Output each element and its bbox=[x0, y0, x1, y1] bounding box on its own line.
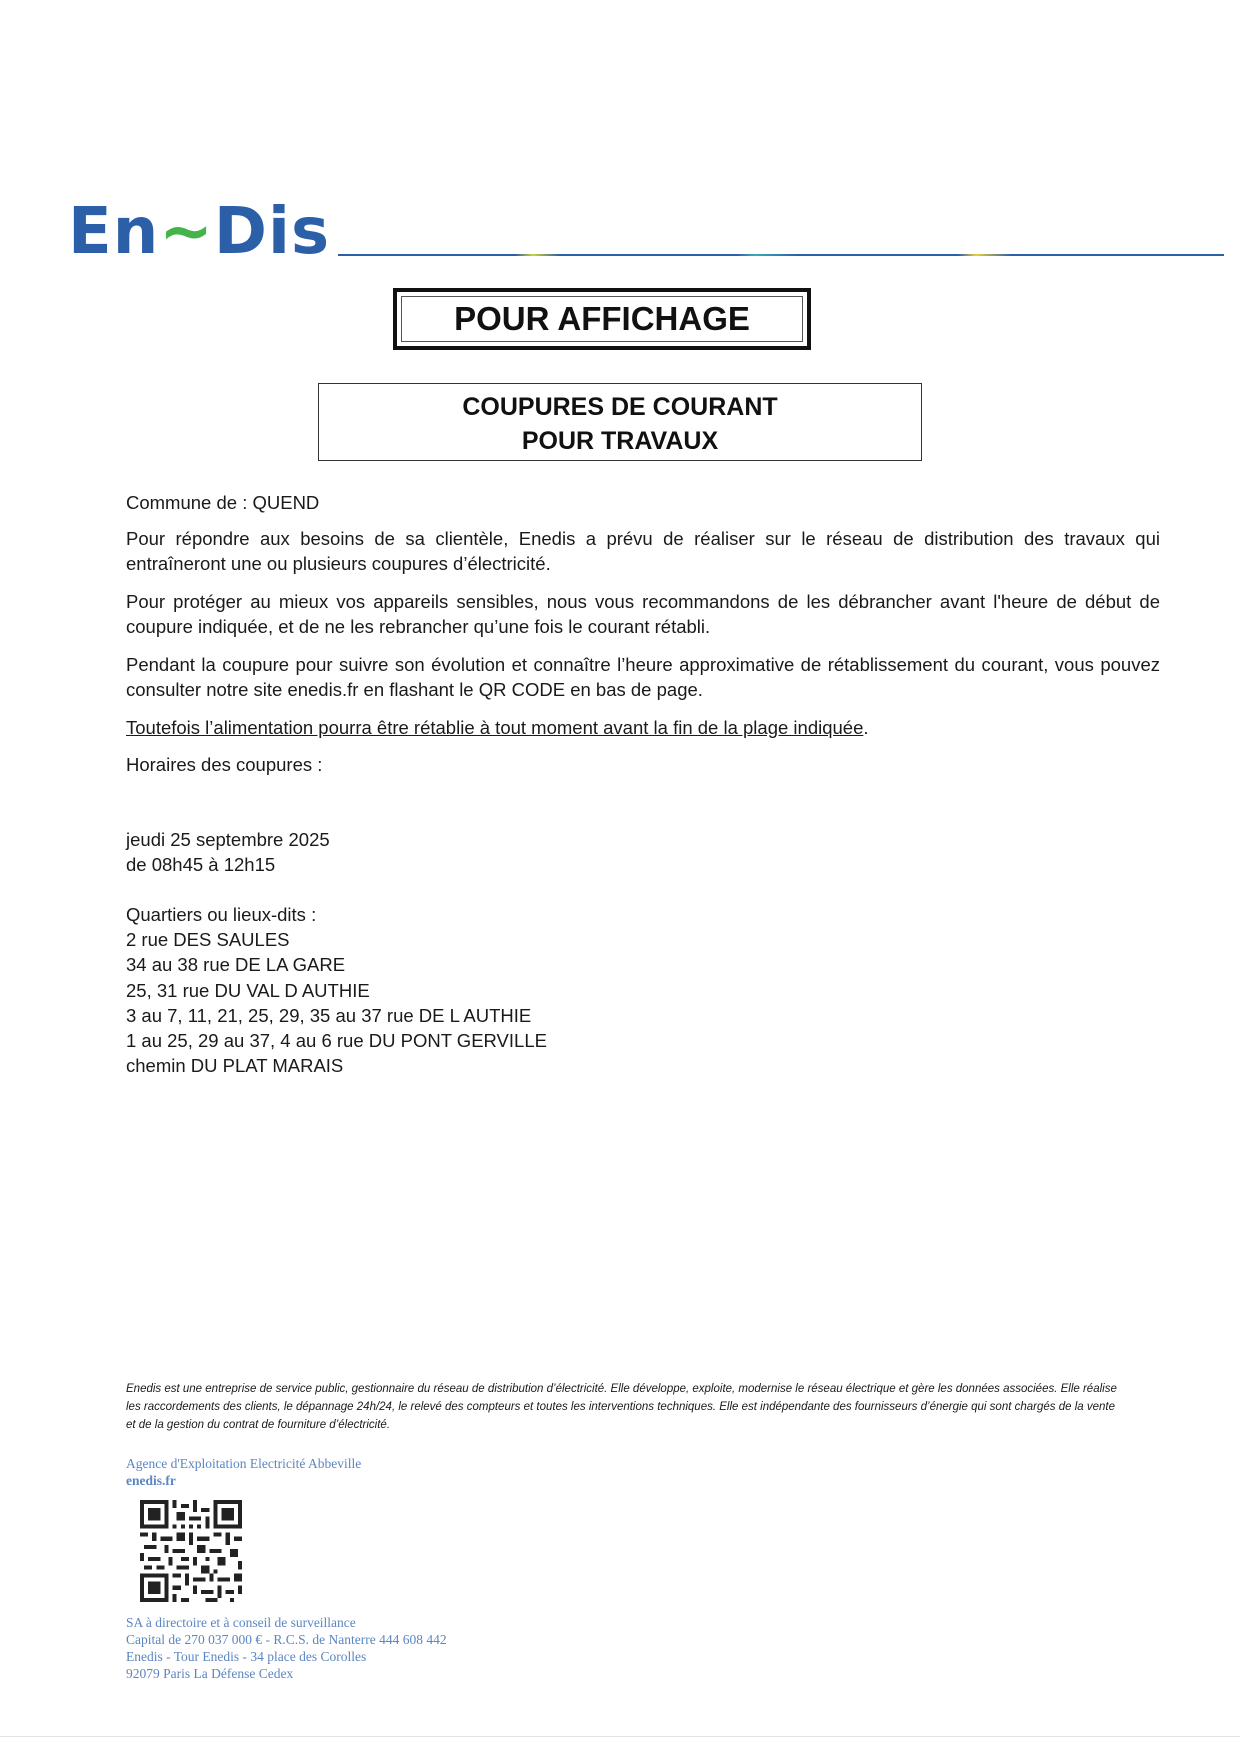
footer-company-note: Enedis est une entreprise de service public, gestionnaire du réseau de distribution d’électricité. Elle développe, exploite, modernise le réseau électrique et gère les données associées. Elle réalise les raccordements des clients, le dépannage 24h/24, le relevé des compteurs et toutes les interventions techniques. Elle est indépendante des fournisseurs d’énergie qui sont chargés de la vente et de la gestion du contrat de fourniture d’électricité. bbox=[126, 1383, 1117, 1431]
notice-period: . bbox=[863, 717, 869, 738]
locations-block bbox=[126, 902, 547, 1078]
legal-line: 92079 Paris La Défense Cedex bbox=[126, 1666, 294, 1681]
location-item: 34 au 38 rue DE LA GARE bbox=[126, 954, 346, 976]
agency-url: enedis.fr bbox=[126, 1473, 176, 1488]
legal-line: Capital de 270 037 000 € - R.C.S. de Nanterre 444 608 442 bbox=[126, 1632, 447, 1647]
location-item: 3 au 7, 11, 21, 25, 29, 35 au 37 rue DE L AUTHIE bbox=[126, 1004, 532, 1026]
location-item: 25, 31 rue DU VAL D AUTHIE bbox=[126, 979, 370, 1001]
schedule-date: jeudi 25 septembre 2025 bbox=[126, 829, 330, 850]
pour-affichage-title: POUR AFFICHAGE bbox=[454, 300, 750, 337]
agency-name: Agence d'Exploitation Electricité Abbeville bbox=[126, 1456, 362, 1471]
notice-underlined-text: Toutefois l’alimentation pourra être rétablie à tout moment avant la fin de la plage indiquée bbox=[126, 717, 864, 738]
legal-block bbox=[126, 1614, 447, 1682]
legal-line: SA à directoire et à conseil de surveillance bbox=[126, 1615, 356, 1630]
location-item: 1 au 25, 29 au 37, 4 au 6 rue DU PONT GERVILLE bbox=[126, 1030, 547, 1052]
legal-line: Enedis - Tour Enedis - 34 place des Corolles bbox=[126, 1649, 367, 1664]
schedule-time: de 08h45 à 12h15 bbox=[126, 854, 276, 876]
logo-swirl-icon: ~ bbox=[159, 195, 214, 269]
paragraph-notice bbox=[126, 715, 1160, 740]
coupures-title-box bbox=[318, 383, 922, 461]
paragraph-followup: Pendant la coupure pour suivre son évolution et connaître l’heure approximative de rétablissement du courant, vous pouvez consulter notre site enedis.fr en flashant le QR CODE en bas de page. bbox=[126, 654, 1160, 700]
location-item: 2 rue DES SAULES bbox=[126, 929, 290, 951]
agency-block bbox=[126, 1455, 361, 1489]
page-bottom-rule bbox=[0, 1736, 1240, 1737]
paragraph-intro: Pour répondre aux besoins de sa clientèle, Enedis a prévu de réaliser sur le réseau de distribution des travaux qui entraîneront une ou plusieurs coupures d’électricité. bbox=[126, 528, 1160, 574]
paragraph-protect: Pour protéger au mieux vos appareils sensibles, nous vous recommandons de les débrancher avant l'heure de début de coupure indiquée, et de ne les rebrancher qu’une fois le courant rétabli. bbox=[126, 591, 1160, 637]
commune-label: Commune de : QUEND bbox=[126, 492, 320, 513]
qr-code-icon bbox=[140, 1500, 242, 1602]
coupures-title-line1: COUPURES DE COURANT bbox=[462, 393, 778, 421]
pour-affichage-box bbox=[393, 288, 811, 350]
schedule-block bbox=[126, 827, 330, 877]
enedis-logo bbox=[68, 195, 331, 269]
logo-text-start: En bbox=[68, 195, 160, 269]
locations-label: Quartiers ou lieux-dits : bbox=[126, 904, 317, 925]
header-rule bbox=[338, 254, 1224, 256]
horaires-label: Horaires des coupures : bbox=[126, 754, 323, 775]
location-item: chemin DU PLAT MARAIS bbox=[126, 1055, 344, 1077]
logo-text-end: Dis bbox=[213, 195, 331, 269]
coupures-title-line2: POUR TRAVAUX bbox=[521, 427, 719, 455]
